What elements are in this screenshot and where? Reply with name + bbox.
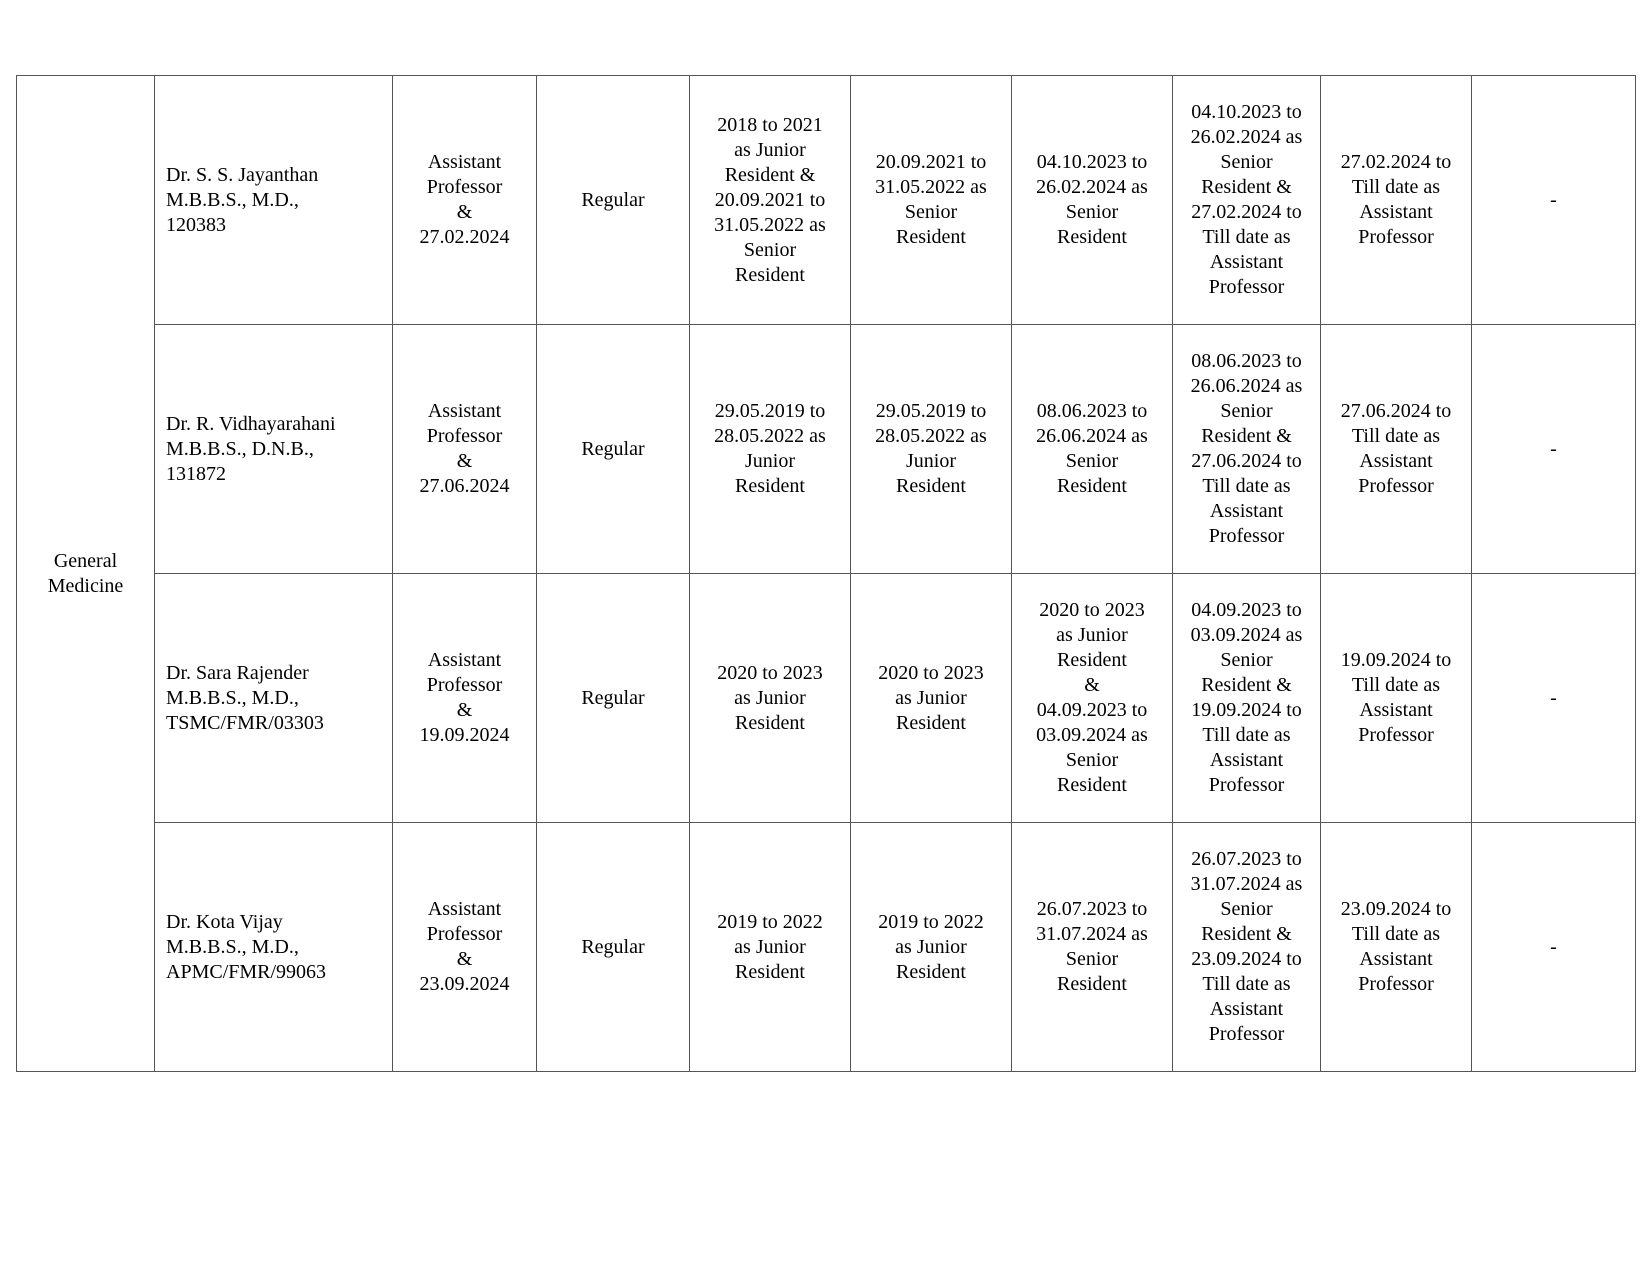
remarks-cell: - [1472,574,1636,823]
designation-cell: Assistant Professor & 19.09.2024 [393,574,537,823]
experience-cell: 2020 to 2023 as Junior Resident & 04.09.2023 to 03.09.2024 as Senior Resident [1012,574,1173,823]
experience-cell: 04.10.2023 to 26.02.2024 as Senior Resident [1012,76,1173,325]
experience-cell: 04.10.2023 to 26.02.2024 as Senior Resident & 27.02.2024 to Till date as Assistant Professor [1173,76,1321,325]
faculty-name-cell: Dr. Kota Vijay M.B.B.S., M.D., APMC/FMR/99063 [155,823,393,1072]
experience-cell: 2020 to 2023 as Junior Resident [690,574,851,823]
experience-cell: 20.09.2021 to 31.05.2022 as Senior Resident [851,76,1012,325]
experience-cell: 2019 to 2022 as Junior Resident [690,823,851,1072]
faculty-name-cell: Dr. S. S. Jayanthan M.B.B.S., M.D., 120383 [155,76,393,325]
experience-cell: 26.07.2023 to 31.07.2024 as Senior Resident [1012,823,1173,1072]
table-row [17,325,1636,574]
experience-cell: 29.05.2019 to 28.05.2022 as Junior Resident [690,325,851,574]
experience-cell: 2020 to 2023 as Junior Resident [851,574,1012,823]
nature-cell: Regular [537,823,690,1072]
remarks-cell: - [1472,76,1636,325]
nature-cell: Regular [537,325,690,574]
experience-cell: 26.07.2023 to 31.07.2024 as Senior Resident & 23.09.2024 to Till date as Assistant Professor [1173,823,1321,1072]
experience-cell: 27.06.2024 to Till date as Assistant Professor [1321,325,1472,574]
department-cell [17,76,155,1072]
designation-cell: Assistant Professor & 27.06.2024 [393,325,537,574]
experience-cell: 08.06.2023 to 26.06.2024 as Senior Resident & 27.06.2024 to Till date as Assistant Professor [1173,325,1321,574]
table-row [17,574,1636,823]
nature-cell: Regular [537,574,690,823]
faculty-name-cell: Dr. R. Vidhayarahani M.B.B.S., D.N.B., 131872 [155,325,393,574]
faculty-name-cell: Dr. Sara Rajender M.B.B.S., M.D., TSMC/FMR/03303 [155,574,393,823]
experience-cell: 29.05.2019 to 28.05.2022 as Junior Resident [851,325,1012,574]
experience-cell: 19.09.2024 to Till date as Assistant Professor [1321,574,1472,823]
remarks-cell: - [1472,325,1636,574]
department-name: General Medicine [47,549,124,597]
designation-cell: Assistant Professor & 27.02.2024 [393,76,537,325]
experience-cell: 27.02.2024 to Till date as Assistant Professor [1321,76,1472,325]
table-row [17,76,1636,325]
faculty-table [16,75,1636,1072]
experience-cell: 2018 to 2021 as Junior Resident & 20.09.2021 to 31.05.2022 as Senior Resident [690,76,851,325]
experience-cell: 08.06.2023 to 26.06.2024 as Senior Resident [1012,325,1173,574]
experience-cell: 04.09.2023 to 03.09.2024 as Senior Resident & 19.09.2024 to Till date as Assistant Professor [1173,574,1321,823]
nature-cell: Regular [537,76,690,325]
remarks-cell: - [1472,823,1636,1072]
experience-cell: 23.09.2024 to Till date as Assistant Professor [1321,823,1472,1072]
table-row [17,823,1636,1072]
experience-cell: 2019 to 2022 as Junior Resident [851,823,1012,1072]
designation-cell: Assistant Professor & 23.09.2024 [393,823,537,1072]
